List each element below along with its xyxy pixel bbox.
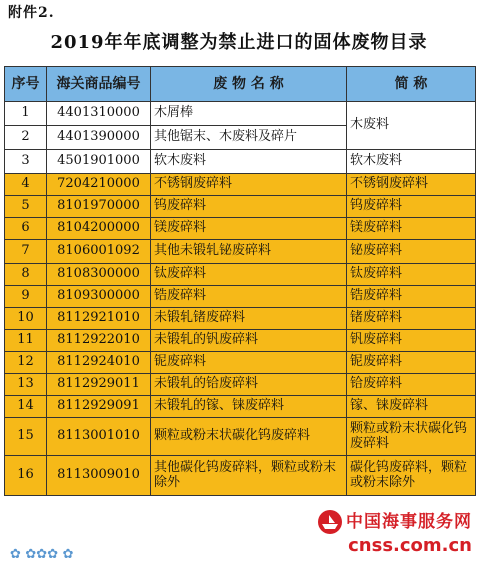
waste-name-cell: 不锈钢废碎料 <box>151 174 347 196</box>
short-name-cell: 镓、铼废碎料 <box>347 396 476 418</box>
customs-code-cell: 8112929091 <box>47 396 151 418</box>
short-name-cell: 钒废碎料 <box>347 330 476 352</box>
short-name-cell: 颗粒或粉末状碳化钨废碎料 <box>347 418 476 456</box>
serial-number-cell: 3 <box>5 150 47 174</box>
serial-number-cell: 16 <box>5 456 47 496</box>
waste-name-cell: 锆废碎料 <box>151 286 347 308</box>
short-name-cell: 镁废碎料 <box>347 218 476 240</box>
table-row <box>5 150 476 174</box>
customs-code-cell: 7204210000 <box>47 174 151 196</box>
customs-code-cell: 8112922010 <box>47 330 151 352</box>
short-name-cell: 铪废碎料 <box>347 374 476 396</box>
customs-code-cell: 8106001092 <box>47 240 151 264</box>
watermark-site-name: 中国海事服务网 <box>346 511 472 532</box>
header-short-name: 简 称 <box>347 67 476 102</box>
table-row <box>5 330 476 352</box>
serial-number-cell: 7 <box>5 240 47 264</box>
document-title: 2019年年底调整为禁止进口的固体废物目录 <box>50 32 428 53</box>
header-customs-code: 海关商品编号 <box>47 67 151 102</box>
header-waste-name: 废 物 名 称 <box>151 67 347 102</box>
table-row <box>5 264 476 286</box>
customs-code-cell: 4401310000 <box>47 102 151 126</box>
customs-code-cell: 8109300000 <box>47 286 151 308</box>
table-header-row <box>5 67 476 102</box>
waste-catalog-table <box>4 66 476 496</box>
customs-code-cell: 4501901000 <box>47 150 151 174</box>
serial-number-cell: 2 <box>5 126 47 150</box>
waste-name-cell: 钨废碎料 <box>151 196 347 218</box>
table-row <box>5 196 476 218</box>
serial-number-cell: 1 <box>5 102 47 126</box>
serial-number-cell: 5 <box>5 196 47 218</box>
short-name-cell: 木废料 <box>347 102 476 150</box>
waste-name-cell: 颗粒或粉末状碳化钨废碎料 <box>151 418 347 456</box>
waste-name-cell: 铌废碎料 <box>151 352 347 374</box>
waste-name-cell: 未锻轧的镓、铼废碎料 <box>151 396 347 418</box>
serial-number-cell: 13 <box>5 374 47 396</box>
corner-stamp-logo: ✿ ✿✿✿ ✿ <box>10 547 74 562</box>
table-row <box>5 102 476 126</box>
table-row <box>5 240 476 264</box>
serial-number-cell: 10 <box>5 308 47 330</box>
waste-name-cell: 木屑棒 <box>151 102 347 126</box>
customs-code-cell: 4401390000 <box>47 126 151 150</box>
serial-number-cell: 11 <box>5 330 47 352</box>
customs-code-cell: 8108300000 <box>47 264 151 286</box>
waste-name-cell: 其他未锻轧铋废碎料 <box>151 240 347 264</box>
waste-name-cell: 钛废碎料 <box>151 264 347 286</box>
customs-code-cell: 8101970000 <box>47 196 151 218</box>
short-name-cell: 软木废料 <box>347 150 476 174</box>
serial-number-cell: 12 <box>5 352 47 374</box>
customs-code-cell: 8113001010 <box>47 418 151 456</box>
short-name-cell: 碳化钨废碎料，颗粒或粉末除外 <box>347 456 476 496</box>
waste-name-cell: 其他碳化钨废碎料，颗粒或粉末除外 <box>151 456 347 496</box>
short-name-cell: 铋废碎料 <box>347 240 476 264</box>
table-row <box>5 418 476 456</box>
attachment-label: 附件2. <box>8 5 55 21</box>
short-name-cell: 锆废碎料 <box>347 286 476 308</box>
customs-code-cell: 8112921010 <box>47 308 151 330</box>
serial-number-cell: 15 <box>5 418 47 456</box>
short-name-cell: 钛废碎料 <box>347 264 476 286</box>
serial-number-cell: 4 <box>5 174 47 196</box>
site-watermark <box>317 507 472 557</box>
table-row <box>5 174 476 196</box>
table-row <box>5 374 476 396</box>
short-name-cell: 锗废碎料 <box>347 308 476 330</box>
short-name-cell: 钨废碎料 <box>347 196 476 218</box>
serial-number-cell: 9 <box>5 286 47 308</box>
waste-name-cell: 未锻轧的钒废碎料 <box>151 330 347 352</box>
watermark-url: cnss.com.cn <box>348 535 472 556</box>
customs-code-cell: 8112924010 <box>47 352 151 374</box>
table-row <box>5 456 476 496</box>
customs-code-cell: 8113009010 <box>47 456 151 496</box>
serial-number-cell: 8 <box>5 264 47 286</box>
header-serial-number: 序号 <box>5 67 47 102</box>
table-row <box>5 286 476 308</box>
waste-name-cell: 软木废料 <box>151 150 347 174</box>
waste-name-cell: 未锻轧的铪废碎料 <box>151 374 347 396</box>
waste-name-cell: 未锻轧锗废碎料 <box>151 308 347 330</box>
short-name-cell: 铌废碎料 <box>347 352 476 374</box>
table-row <box>5 396 476 418</box>
serial-number-cell: 14 <box>5 396 47 418</box>
short-name-cell: 不锈钢废碎料 <box>347 174 476 196</box>
table-row <box>5 308 476 330</box>
table-row <box>5 218 476 240</box>
ship-logo-icon <box>317 509 343 535</box>
waste-name-cell: 镁废碎料 <box>151 218 347 240</box>
customs-code-cell: 8104200000 <box>47 218 151 240</box>
waste-name-cell: 其他锯末、木废料及碎片 <box>151 126 347 150</box>
watermark-site-name-line <box>317 507 472 536</box>
customs-code-cell: 8112929011 <box>47 374 151 396</box>
table-row <box>5 352 476 374</box>
serial-number-cell: 6 <box>5 218 47 240</box>
